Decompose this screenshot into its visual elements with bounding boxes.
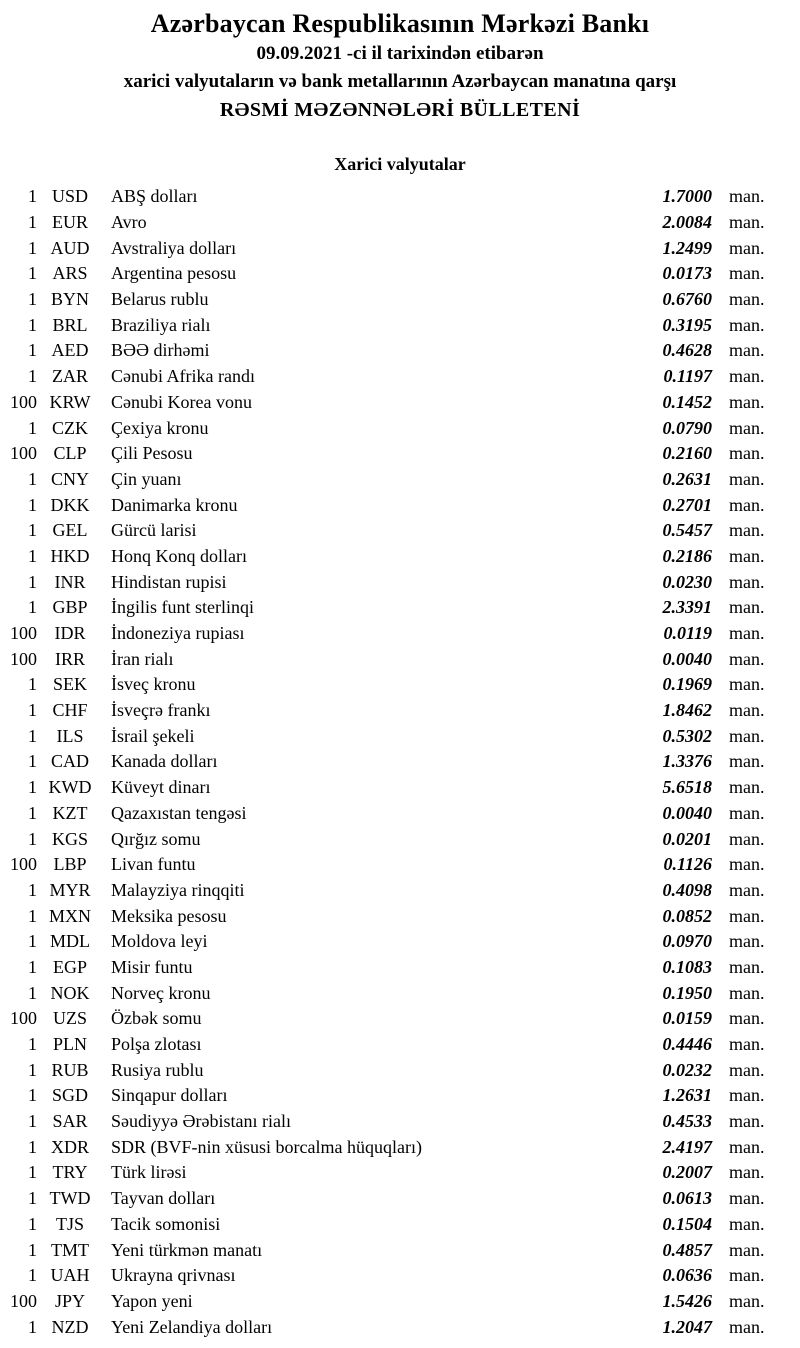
rate-cell: 0.4446	[662, 1034, 712, 1055]
unit-cell: man.	[729, 1111, 765, 1132]
table-row	[6, 518, 772, 544]
code-cell: UZS	[52, 1008, 87, 1029]
table-row	[6, 1289, 772, 1315]
unit-cell: man.	[729, 597, 765, 618]
rate-cell: 0.4098	[662, 879, 712, 900]
rate-cell: 0.4533	[662, 1111, 712, 1132]
name-cell: Kanada dolları	[111, 751, 218, 772]
qty-cell: 1	[28, 263, 37, 284]
code-cell: SGD	[51, 1085, 88, 1106]
rate-cell: 0.0852	[662, 905, 712, 926]
table-row	[6, 492, 772, 518]
rate-cell: 1.8462	[662, 700, 712, 721]
unit-cell: man.	[729, 828, 765, 849]
table-row	[6, 672, 772, 698]
unit-cell: man.	[729, 571, 765, 592]
qty-cell: 1	[28, 1316, 37, 1337]
unit-cell: man.	[729, 443, 765, 464]
name-cell: Livan funtu	[111, 854, 196, 875]
code-cell: TMT	[51, 1239, 89, 1260]
name-cell: Ukrayna qrivnası	[111, 1265, 236, 1286]
code-cell: KGS	[51, 828, 88, 849]
table-row	[6, 775, 772, 801]
table-row	[6, 903, 772, 929]
unit-cell: man.	[729, 1239, 765, 1260]
name-cell: Norveç kronu	[111, 982, 211, 1003]
table-row	[6, 338, 772, 364]
table-row	[6, 955, 772, 981]
qty-cell: 1	[28, 366, 37, 387]
code-cell: AED	[51, 340, 89, 361]
code-cell: XDR	[50, 1136, 89, 1157]
code-cell: NZD	[51, 1316, 89, 1337]
name-cell: Küveyt dinarı	[111, 777, 211, 798]
qty-cell: 100	[10, 1008, 37, 1029]
name-cell: Tayvan dolları	[111, 1188, 216, 1209]
table-row	[6, 698, 772, 724]
rate-cell: 0.2631	[662, 468, 712, 489]
rate-cell: 0.2160	[662, 443, 712, 464]
rate-cell: 0.0230	[662, 571, 712, 592]
qty-cell: 1	[28, 879, 37, 900]
table-row	[6, 390, 772, 416]
table-row	[6, 1237, 772, 1263]
table-row	[6, 210, 772, 236]
rate-cell: 0.0790	[662, 417, 712, 438]
unit-cell: man.	[729, 1265, 765, 1286]
name-cell: Qazaxıstan tengəsi	[111, 802, 247, 823]
unit-cell: man.	[729, 700, 765, 721]
qty-cell: 1	[28, 674, 37, 695]
code-cell: RUB	[51, 1059, 89, 1080]
code-cell: BRL	[52, 314, 88, 335]
name-cell: Braziliya rialı	[111, 314, 211, 335]
rate-cell: 0.1197	[663, 366, 712, 387]
qty-cell: 1	[28, 828, 37, 849]
qty-cell: 1	[28, 1239, 37, 1260]
table-row	[6, 646, 772, 672]
qty-cell: 1	[28, 700, 37, 721]
rate-cell: 0.0119	[663, 623, 712, 644]
table-row	[6, 852, 772, 878]
name-cell: İsveç kronu	[111, 674, 196, 695]
code-cell: HKD	[50, 545, 90, 566]
section-title: Xarici valyutalar	[334, 154, 466, 174]
code-cell: LBP	[53, 854, 87, 875]
rate-cell: 0.0173	[662, 263, 712, 284]
code-cell: MDL	[50, 931, 90, 952]
rate-cell: 0.5457	[662, 520, 712, 541]
rate-cell: 0.1950	[662, 982, 712, 1003]
code-cell: CZK	[52, 417, 88, 438]
qty-cell: 1	[28, 956, 37, 977]
name-cell: Qırğız somu	[111, 828, 201, 849]
rate-cell: 0.0232	[662, 1059, 712, 1080]
table-row	[6, 826, 772, 852]
qty-cell: 1	[28, 802, 37, 823]
unit-cell: man.	[729, 391, 765, 412]
name-cell: Belarus rublu	[111, 289, 209, 310]
qty-cell: 1	[28, 1111, 37, 1132]
table-row	[6, 184, 772, 210]
name-cell: Tacik somonisi	[111, 1213, 221, 1234]
name-cell: Çili Pesosu	[111, 443, 193, 464]
name-cell: Türk lirəsi	[111, 1162, 187, 1183]
table-row	[6, 1263, 772, 1289]
date-line: 09.09.2021 -ci il tarixindən etibarən	[256, 43, 544, 64]
code-cell: EGP	[52, 956, 87, 977]
unit-cell: man.	[729, 314, 765, 335]
rate-cell: 0.1452	[662, 391, 712, 412]
code-cell: SAR	[52, 1111, 88, 1132]
rate-cell: 2.0084	[662, 212, 712, 233]
rate-cell: 0.0159	[662, 1008, 712, 1029]
name-cell: İngilis funt sterlinqi	[111, 597, 254, 618]
unit-cell: man.	[729, 751, 765, 772]
bulletin-title: RƏSMİ MƏZƏNNƏLƏRİ BÜLLETENİ	[219, 99, 581, 121]
table-row	[6, 1314, 772, 1340]
code-cell: BYN	[50, 289, 89, 310]
rate-cell: 0.1083	[662, 956, 712, 977]
unit-cell: man.	[729, 777, 765, 798]
table-row	[6, 312, 772, 338]
name-cell: Polşa zlotası	[111, 1034, 202, 1055]
qty-cell: 1	[28, 931, 37, 952]
qty-cell: 1	[28, 1188, 37, 1209]
qty-cell: 1	[28, 1136, 37, 1157]
code-cell: TRY	[52, 1162, 88, 1183]
code-cell: CAD	[50, 751, 89, 772]
unit-cell: man.	[729, 1162, 765, 1183]
name-cell: Cənubi Afrika randı	[111, 366, 255, 387]
unit-cell: man.	[729, 956, 765, 977]
unit-cell: man.	[729, 623, 765, 644]
qty-cell: 1	[28, 212, 37, 233]
qty-cell: 1	[28, 751, 37, 772]
table-row	[6, 467, 772, 493]
qty-cell: 1	[28, 571, 37, 592]
qty-cell: 1	[28, 417, 37, 438]
qty-cell: 1	[28, 340, 37, 361]
table-row	[6, 287, 772, 313]
subject-line: xarici valyutaların və bank metallarının Azərbaycan manatına qarşı	[123, 71, 677, 92]
qty-cell: 1	[28, 1213, 37, 1234]
name-cell: Rusiya rublu	[111, 1059, 204, 1080]
unit-cell: man.	[729, 1085, 765, 1106]
unit-cell: man.	[729, 263, 765, 284]
unit-cell: man.	[729, 879, 765, 900]
name-cell: Gürcü larisi	[111, 520, 197, 541]
code-cell: KWD	[48, 777, 92, 798]
table-row	[6, 569, 772, 595]
rate-cell: 5.6518	[662, 777, 712, 798]
table-row	[6, 929, 772, 955]
name-cell: İndoneziya rupiası	[111, 623, 245, 644]
unit-cell: man.	[729, 494, 765, 515]
table-row	[6, 1134, 772, 1160]
name-cell: ABŞ dolları	[111, 186, 198, 207]
name-cell: Yapon yeni	[111, 1290, 193, 1311]
code-cell: ILS	[56, 725, 84, 746]
code-cell: IDR	[54, 623, 86, 644]
unit-cell: man.	[729, 212, 765, 233]
name-cell: Danimarka kronu	[111, 494, 238, 515]
table-row	[6, 595, 772, 621]
name-cell: Meksika pesosu	[111, 905, 227, 926]
name-cell: Yeni türkmən manatı	[111, 1239, 263, 1260]
qty-cell: 1	[28, 520, 37, 541]
rate-cell: 0.6760	[662, 289, 712, 310]
qty-cell: 100	[10, 443, 37, 464]
table-row	[6, 749, 772, 775]
qty-cell: 100	[10, 623, 37, 644]
code-cell: CNY	[50, 468, 89, 489]
name-cell: Avstraliya dolları	[111, 237, 237, 258]
rate-cell: 0.3195	[662, 314, 712, 335]
rate-cell: 0.1126	[663, 854, 712, 875]
code-cell: MXN	[48, 905, 91, 926]
code-cell: TWD	[49, 1188, 91, 1209]
code-cell: CHF	[52, 700, 88, 721]
rate-cell: 0.2186	[662, 545, 712, 566]
name-cell: Sinqapur dolları	[111, 1085, 228, 1106]
unit-cell: man.	[729, 186, 765, 207]
qty-cell: 1	[28, 237, 37, 258]
code-cell: SEK	[52, 674, 87, 695]
qty-cell: 1	[28, 1059, 37, 1080]
unit-cell: man.	[729, 468, 765, 489]
table-row	[6, 801, 772, 827]
name-cell: Misir funtu	[111, 956, 193, 977]
unit-cell: man.	[729, 982, 765, 1003]
rate-cell: 0.0613	[662, 1188, 712, 1209]
qty-cell: 1	[28, 1162, 37, 1183]
rate-cell: 0.1969	[662, 674, 712, 695]
rate-cell: 0.0040	[662, 802, 712, 823]
rate-cell: 1.2047	[662, 1316, 712, 1337]
name-cell: Səudiyyə Ərəbistanı rialı	[111, 1111, 291, 1132]
code-cell: PLN	[52, 1034, 87, 1055]
rate-cell: 1.3376	[662, 751, 712, 772]
name-cell: Çexiya kronu	[111, 417, 209, 438]
table-row	[6, 1160, 772, 1186]
code-cell: JPY	[54, 1290, 85, 1311]
name-cell: Cənubi Korea vonu	[111, 391, 252, 412]
name-cell: BƏƏ dirhəmi	[111, 340, 210, 361]
unit-cell: man.	[729, 366, 765, 387]
rate-cell: 0.4857	[662, 1239, 712, 1260]
unit-cell: man.	[729, 1136, 765, 1157]
code-cell: KZT	[52, 802, 88, 823]
code-cell: NOK	[50, 982, 90, 1003]
qty-cell: 100	[10, 1290, 37, 1311]
rate-cell: 0.4628	[662, 340, 712, 361]
code-cell: AUD	[50, 237, 90, 258]
code-cell: DKK	[50, 494, 90, 515]
table-row	[6, 261, 772, 287]
unit-cell: man.	[729, 674, 765, 695]
name-cell: Çin yuanı	[111, 468, 182, 489]
qty-cell: 1	[28, 545, 37, 566]
qty-cell: 1	[28, 186, 37, 207]
rate-cell: 2.3391	[662, 597, 712, 618]
rate-cell: 1.2631	[662, 1085, 712, 1106]
rate-cell: 1.7000	[662, 186, 712, 207]
unit-cell: man.	[729, 340, 765, 361]
unit-cell: man.	[729, 905, 765, 926]
table-row	[6, 980, 772, 1006]
name-cell: Hindistan rupisi	[111, 571, 227, 592]
unit-cell: man.	[729, 802, 765, 823]
rate-cell: 1.2499	[662, 237, 712, 258]
table-row	[6, 1212, 772, 1238]
rates-table	[0, 184, 800, 1340]
unit-cell: man.	[729, 1213, 765, 1234]
rate-cell: 0.2701	[662, 494, 712, 515]
code-cell: ZAR	[52, 366, 88, 387]
qty-cell: 1	[28, 777, 37, 798]
code-cell: GEL	[52, 520, 88, 541]
code-cell: IRR	[54, 648, 85, 669]
rate-cell: 0.0201	[662, 828, 712, 849]
name-cell: Avro	[111, 212, 147, 233]
table-row	[6, 1006, 772, 1032]
name-cell: Argentina pesosu	[111, 263, 237, 284]
qty-cell: 1	[28, 468, 37, 489]
qty-cell: 100	[10, 854, 37, 875]
unit-cell: man.	[729, 725, 765, 746]
code-cell: ARS	[52, 263, 88, 284]
name-cell: SDR (BVF-nin xüsusi borcalma hüquqları)	[111, 1136, 422, 1157]
table-row	[6, 364, 772, 390]
name-cell: Özbək somu	[111, 1008, 202, 1029]
unit-cell: man.	[729, 1034, 765, 1055]
code-cell: USD	[51, 186, 88, 207]
name-cell: İran rialı	[111, 648, 174, 669]
rate-cell: 0.5302	[662, 725, 712, 746]
code-cell: GBP	[52, 597, 88, 618]
table-row	[6, 1032, 772, 1058]
rate-cell: 0.2007	[662, 1162, 712, 1183]
qty-cell: 1	[28, 314, 37, 335]
table-row	[6, 878, 772, 904]
unit-cell: man.	[729, 1059, 765, 1080]
unit-cell: man.	[729, 1316, 765, 1337]
rate-cell: 2.4197	[662, 1136, 712, 1157]
name-cell: İsrail şekeli	[111, 725, 195, 746]
table-row	[6, 1057, 772, 1083]
rate-cell: 0.0636	[662, 1265, 712, 1286]
unit-cell: man.	[729, 417, 765, 438]
unit-cell: man.	[729, 854, 765, 875]
code-cell: CLP	[53, 443, 87, 464]
code-cell: EUR	[52, 212, 88, 233]
qty-cell: 1	[28, 725, 37, 746]
table-row	[6, 235, 772, 261]
name-cell: Yeni Zelandiya dolları	[111, 1316, 273, 1337]
table-row	[6, 441, 772, 467]
qty-cell: 100	[10, 391, 37, 412]
qty-cell: 1	[28, 905, 37, 926]
table-row	[6, 621, 772, 647]
qty-cell: 1	[28, 289, 37, 310]
unit-cell: man.	[729, 237, 765, 258]
qty-cell: 1	[28, 597, 37, 618]
qty-cell: 1	[28, 1034, 37, 1055]
table-row	[6, 1186, 772, 1212]
unit-cell: man.	[729, 520, 765, 541]
code-cell: KRW	[49, 391, 91, 412]
table-row	[6, 1083, 772, 1109]
name-cell: Honq Konq dolları	[111, 545, 247, 566]
table-row	[6, 723, 772, 749]
rate-cell: 0.0970	[662, 931, 712, 952]
unit-cell: man.	[729, 931, 765, 952]
qty-cell: 1	[28, 1265, 37, 1286]
rate-cell: 1.5426	[662, 1290, 712, 1311]
rate-cell: 0.0040	[662, 648, 712, 669]
table-row	[6, 1109, 772, 1135]
unit-cell: man.	[729, 1008, 765, 1029]
qty-cell: 100	[10, 648, 37, 669]
name-cell: Moldova leyi	[111, 931, 208, 952]
table-row	[6, 544, 772, 570]
code-cell: UAH	[50, 1265, 90, 1286]
bulletin-header	[0, 0, 800, 124]
qty-cell: 1	[28, 1085, 37, 1106]
unit-cell: man.	[729, 1290, 765, 1311]
qty-cell: 1	[28, 982, 37, 1003]
qty-cell: 1	[28, 494, 37, 515]
code-cell: MYR	[49, 879, 91, 900]
unit-cell: man.	[729, 648, 765, 669]
unit-cell: man.	[729, 289, 765, 310]
rate-cell: 0.1504	[662, 1213, 712, 1234]
unit-cell: man.	[729, 1188, 765, 1209]
code-cell: TJS	[55, 1213, 84, 1234]
code-cell: INR	[54, 571, 86, 592]
unit-cell: man.	[729, 545, 765, 566]
name-cell: Malayziya rinqqiti	[111, 879, 245, 900]
page-title: Azərbaycan Respublikasının Mərkəzi Bankı	[150, 9, 650, 38]
table-row	[6, 415, 772, 441]
name-cell: İsveçrə frankı	[111, 700, 211, 721]
